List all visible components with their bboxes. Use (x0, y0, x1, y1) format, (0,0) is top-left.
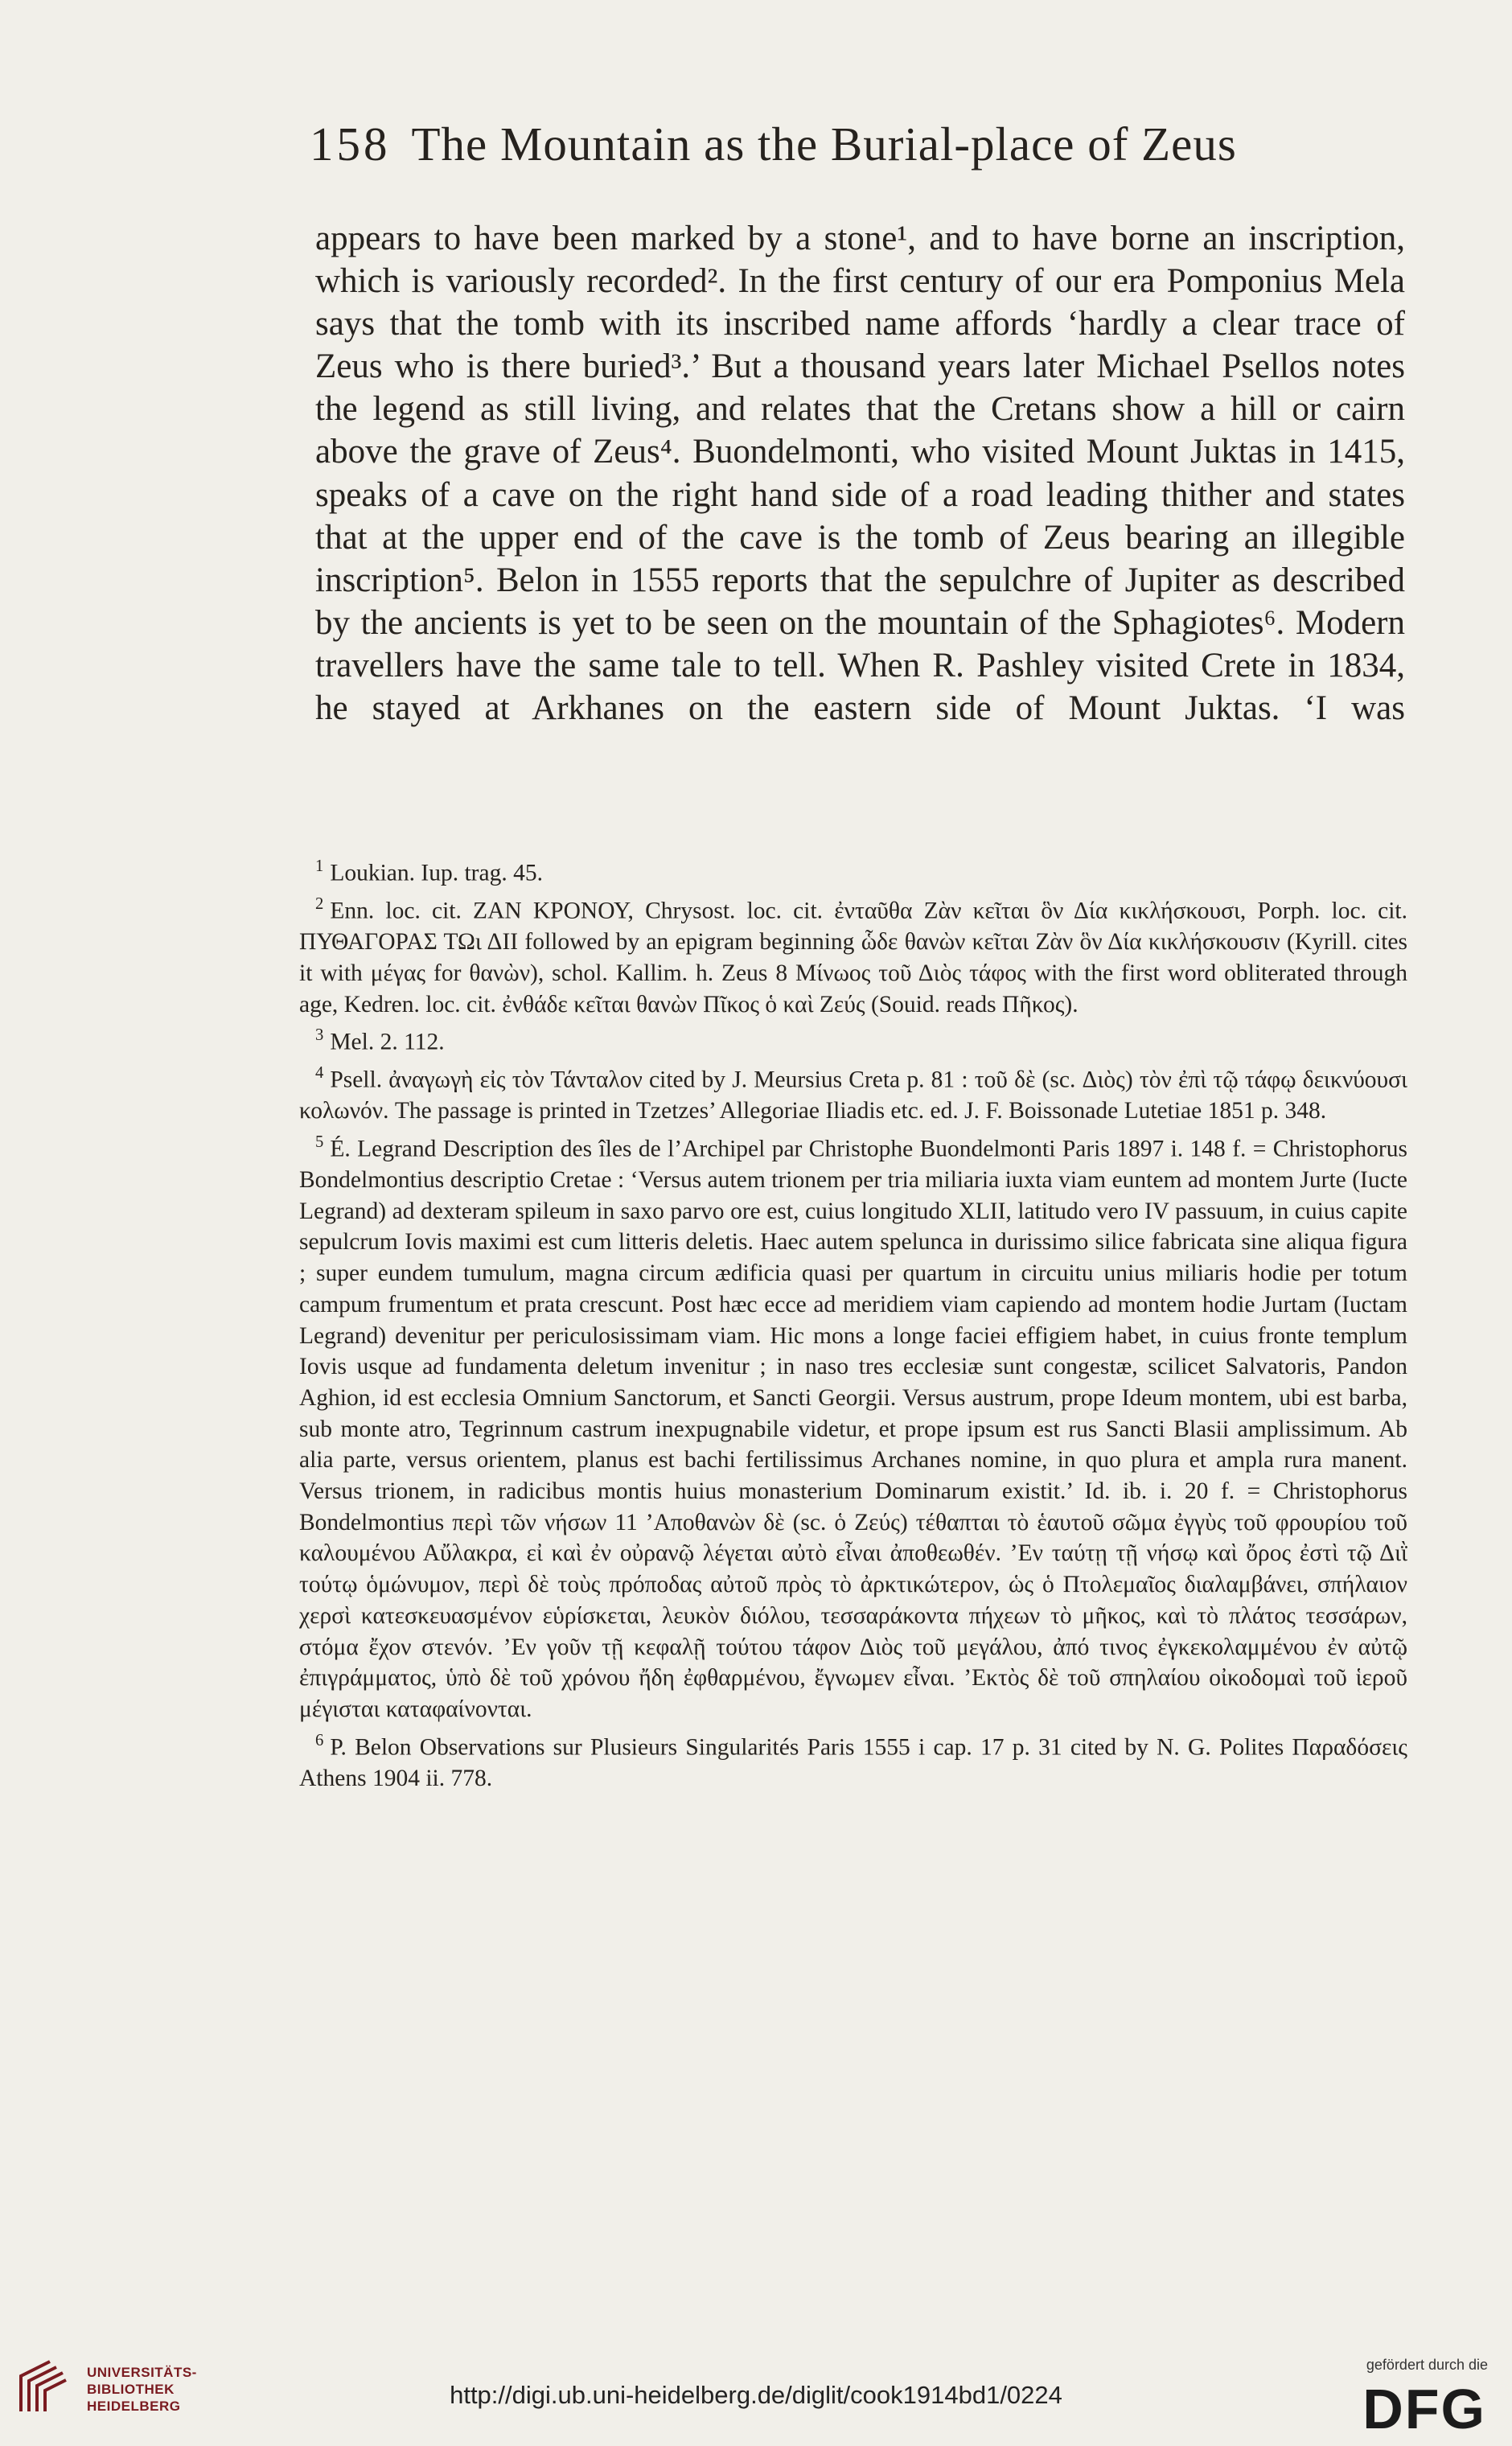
footnote-number: 5 (315, 1133, 324, 1151)
ub-heidelberg-logo-icon (18, 2358, 68, 2415)
footnote-text: Mel. 2. 112. (330, 1029, 445, 1055)
footnote-text: Psell. ἀναγωγὴ εἰς τὸν Τάνταλον cited by J. Meursius Creta p. 81 : τοῦ δὲ (sc. Διὸς) τὸν ἐπὶ τῷ τάφῳ δεικνύουσι κολωνόν. The passage is printed in Tzetzes’ Allegoriae Iliadis etc. ed. J. F. Boissonade Lutetiae 1851 p. 348. (299, 1067, 1407, 1124)
footnotes (299, 851, 1407, 1794)
footnote-text: É. Legrand Description des îles de l’Archipel par Christophe Buondelmonti Paris 1897 i. 148 f. = Christophorus Bondelmontius descriptio Cretae : ‘Versus autem trionem per tria miliaria iuxta viam euntem ad montem Jurte (Iucte Legrand) ad dexteram spileum in saxo parvo ore est, cuius longitudo XLII, latitudo vero IV passuum, in cuius capite sepulcrum Iovis maximi est cum litteris deletis. Haec autem spelunca in durissimo silice fabricata sine aliqua figura ; super eundem tumulum, magna circum ædificia quasi per quartum in circuitu unius miliaris hodie per totum campum frumentum et prata crescunt. Post hæc ecce ad meridiem viam capiendo ad montem hodie Jurtam (Iuctam Legrand) devenitur per periculosissimam viam. Hic mons a longe faciei effigiem habet, in cuius fronte templum Iovis usque ad fundamenta deletum invenitur ; in naso tres ecclesiæ sunt congestæ, scilicet Salvatoris, Pandon Aghion, id est ecclesia Omnium Sanctorum, et Sancti Georgii. Versus austrum, prope Ideum montem, ubi est barba, sub monte atro, Tegrinnum castrum inexpugnabile videtur, et prope ipsum est rus Sancti Blasii amplissimum. Ab alia parte, versus orientem, planus est bachi fertilissimus Archanes nomine, in quo plura et ampla rura manent. Versus trionem, in radicibus montis huius monasterium Dominarum existit.’ Id. ib. i. 20 f. = Christophorus Bondelmontius περὶ τῶν νήσων 11 ’Αποθανὼν δὲ (sc. ὁ Ζεύς) τέθαπται τὸ ἑαυτοῦ σῶμα ἐγγὺς τοῦ φρουρίου τοῦ καλουμένου Αὔλακρα, εἰ καὶ ἐν οὐρανῷ λέγεται αὐτὸ εἶναι ἀποθεωθέν. ’Εν ταύτῃ τῇ νήσῳ καὶ ὄρος ἐστὶ τῷ Διῒ τούτῳ ὁμώνυμον, περὶ δὲ τοὺς πρόποδας αὐτοῦ πρὸς τὸ ἀρκτικώτερον, ὡς ὁ Πτολεμαῖος διαλαμβάνει, σπήλαιον χερσὶ κατεσκευασμένον εὑρίσκεται, λευκὸν διόλου, τεσσαράκοντα πήχεων τὸ μῆκος, καὶ τὸ πλάτος τεσσάρων, στόμα ἔχον στενόν. ’Εν γοῦν τῇ κεφαλῇ τούτου τάφον Διὸς τοῦ μεγάλου, ἀπό τινος ἐγκεκολαμμένου ἐν αὐτῷ ἐπιγράμματος, ὑπὸ δὲ τοῦ χρόνου ἤδη ἐφθαρμένου, ἔγνωμεν εἶναι. ’Εκτὸς δὲ τοῦ σπηλαίου οἰκοδομαὶ τοῦ ἱεροῦ μέγισται καταφαίνονται. (299, 1136, 1407, 1722)
source-url[interactable]: http://digi.ub.uni-heidelberg.de/diglit/cook1914bd1/0224 (450, 2381, 1062, 2409)
footnote-number: 2 (315, 895, 324, 914)
dfg-logo: DFG (1362, 2378, 1486, 2440)
library-name: UNIVERSITÄTS- BIBLIOTHEK HEIDELBERG (87, 2365, 197, 2414)
footnote-4 (299, 1058, 1407, 1127)
footnote-3 (299, 1020, 1407, 1058)
footnote-number: 3 (315, 1026, 324, 1045)
funded-by-label: gefördert durch die (1366, 2357, 1488, 2373)
footnote-5 (299, 1127, 1407, 1725)
footnote-number: 1 (315, 857, 324, 875)
running-title: The Mountain as the Burial-place of Zeus (411, 117, 1237, 171)
digitization-footer (0, 2317, 1512, 2446)
footnote-text: Enn. loc. cit. ΖΑΝ ΚΡΟΝΟΥ, Chrysost. loc. cit. ἐνταῦθα Ζὰν κεῖται ὃν Δία κικλήσκουσι, Porph. loc. cit. ΠΥΘΑΓΟΡΑΣ ΤΩι ΔΙΙ followed by an epigram beginning ὧδε θανὼν κεῖται Ζὰν ὃν Δία κικλήσκουσιν (Kyrill. cites it with μέγας for θανὼν), schol. Kallim. h. Zeus 8 Μίνωος τοῦ Διὸς τάφος with the first word obliterated through age, Kedren. loc. cit. ἐνθάδε κεῖται θανὼν Πῖκος ὁ καὶ Ζεύς (Souid. reads Πῆκος). (299, 898, 1407, 1017)
page-number: 158 (310, 117, 391, 171)
footnote-text: P. Belon Observations sur Plusieurs Singularités Paris 1555 i cap. 17 p. 31 cited by N. G. Polites Παραδόσεις Athens 1904 ii. 778. (299, 1734, 1407, 1791)
footnote-1 (299, 851, 1407, 889)
footnote-2 (299, 889, 1407, 1020)
footnote-6 (299, 1725, 1407, 1794)
footnote-text: Loukian. Iup. trag. 45. (330, 860, 543, 886)
main-text (315, 217, 1405, 730)
main-paragraph: appears to have been marked by a stone¹, and to have borne an inscription, which is variously recorded². In the first century of our era Pomponius Mela says that the tomb with its inscribed name affords ‘hardly a clear trace of Zeus who is there buried³.’ But a thousand years later Michael Psellos notes the legend as still living, and relates that the Cretans show a hill or cairn above the grave of Zeus⁴. Buondelmonti, who visited Mount Juktas in 1415, speaks of a cave on the right hand side of a road leading thither and states that at the upper end of the cave is the tomb of Zeus bearing an illegible inscription⁵. Belon in 1555 reports that the sepulchre of Jupiter as described by the ancients is yet to be seen on the mountain of the Sphagiotes⁶. Modern travellers have the same tale to tell. When R. Pashley visited Crete in 1834, he stayed at Arkhanes on the eastern side of Mount Juktas. ‘I was (315, 220, 1405, 728)
page-header (310, 117, 1411, 171)
footnote-number: 4 (315, 1064, 324, 1083)
footnote-number: 6 (315, 1731, 324, 1749)
